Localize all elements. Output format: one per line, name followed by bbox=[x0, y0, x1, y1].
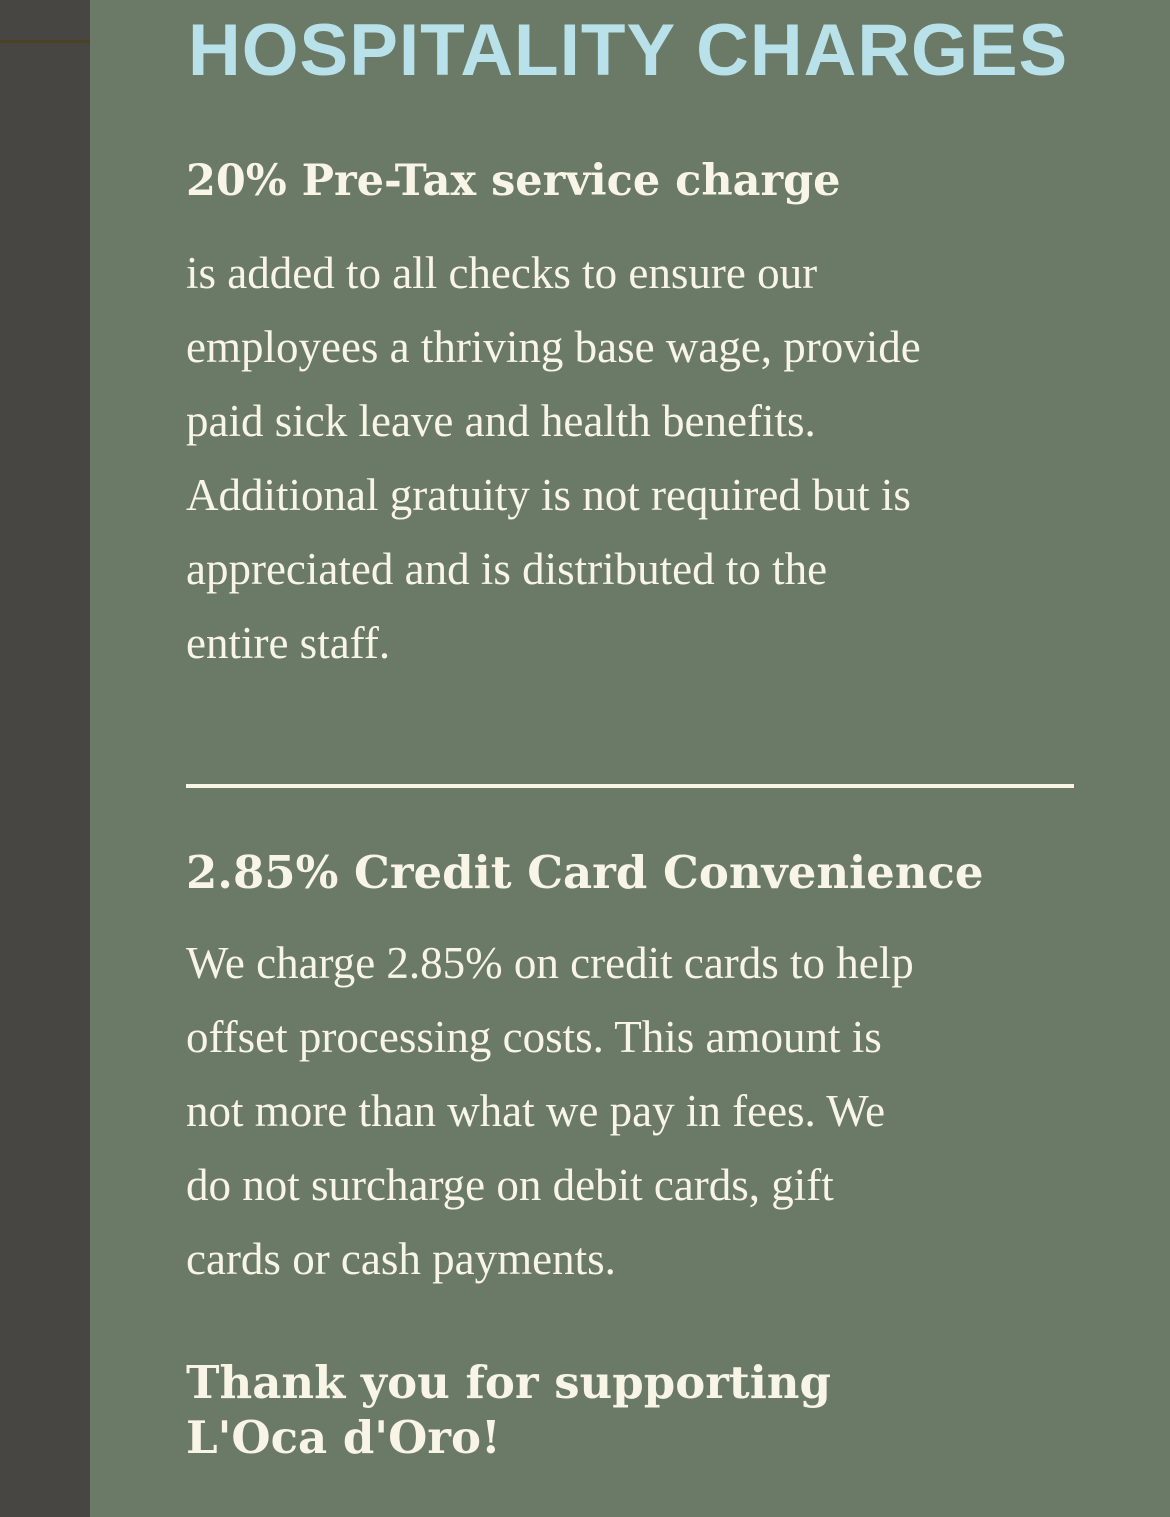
thanks-line: Thank you for supporting bbox=[186, 1356, 831, 1409]
page-title: HOSPITALITY CHARGES bbox=[188, 10, 1069, 91]
body-line: not more than what we pay in fees. We bbox=[186, 1086, 886, 1136]
left-sidebar bbox=[0, 0, 90, 1517]
body-line: entire staff. bbox=[186, 618, 391, 668]
section-divider bbox=[186, 784, 1074, 788]
service-charge-body bbox=[186, 236, 921, 680]
body-line: is added to all checks to ensure our bbox=[186, 248, 818, 298]
body-line: paid sick leave and health benefits. bbox=[186, 396, 816, 446]
thanks-line: L'Oca d'Oro! bbox=[186, 1411, 501, 1464]
service-charge-heading: 20% Pre-Tax service charge bbox=[186, 156, 841, 206]
body-line: cards or cash payments. bbox=[186, 1234, 616, 1284]
body-line: We charge 2.85% on credit cards to help bbox=[186, 938, 914, 988]
body-line: appreciated and is distributed to the bbox=[186, 544, 828, 594]
body-line: do not surcharge on debit cards, gift bbox=[186, 1160, 834, 1210]
body-line: employees a thriving base wage, provide bbox=[186, 322, 921, 372]
credit-card-heading: 2.85% Credit Card Convenience bbox=[186, 846, 984, 899]
credit-card-body bbox=[186, 926, 914, 1296]
body-line: offset processing costs. This amount is bbox=[186, 1012, 882, 1062]
thank-you-message bbox=[186, 1355, 831, 1465]
sidebar-divider-line bbox=[0, 40, 90, 43]
body-line: Additional gratuity is not required but is bbox=[186, 470, 911, 520]
